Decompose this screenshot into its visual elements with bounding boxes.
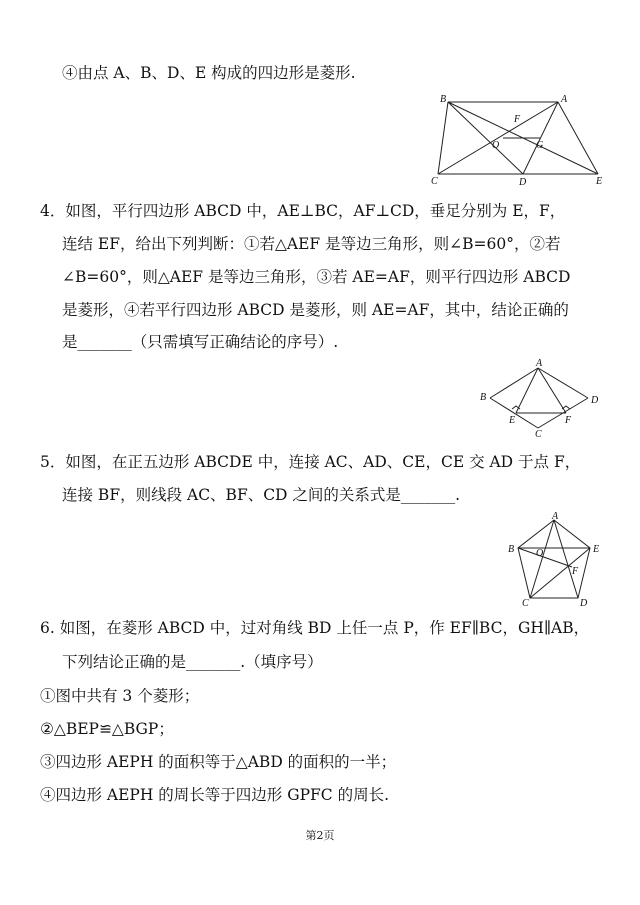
label-G: G — [536, 140, 544, 151]
figure-parallelogram-perpendiculars — [478, 358, 608, 438]
label-O: O — [536, 548, 544, 559]
q6-option-2: ②△BEP≌△BGP； — [40, 720, 174, 738]
label-F: F — [565, 415, 572, 426]
q6-line-1: 6. 如图，在菱形 ABCD 中，过对角线 BD 上任一点 P，作 EF∥BC，GH∥AB， — [40, 619, 590, 637]
label-E: E — [596, 176, 603, 187]
q4-line-2: 连结 EF，给出下列判断：①若△AEF 是等边三角形，则∠B=60°，②若 — [62, 235, 561, 253]
label-D: D — [580, 598, 588, 608]
q6-option-4: ④四边形 AEPH 的周长等于四边形 GPFC 的周长. — [40, 786, 390, 804]
q4-line-5: 是_______（只需填写正确结论的序号）. — [62, 333, 339, 351]
q4-line-1: 4．如图，平行四边形 ABCD 中，AE⊥BC，AF⊥CD，垂足分别为 E，F， — [40, 202, 566, 220]
label-E: E — [593, 544, 600, 555]
label-B: B — [480, 392, 487, 403]
label-C: C — [431, 176, 438, 187]
q4-line-3: ∠B=60°，则△AEF 是等边三角形，③若 AE=AF，则平行四边形 ABCD — [62, 268, 571, 286]
q5-line-1: 5．如图，在正五边形 ABCDE 中，连接 AC、AD、CE，CE 交 AD 于点 F， — [40, 453, 581, 471]
label-B: B — [508, 544, 515, 555]
label-D: D — [519, 177, 527, 188]
q6-line-2: 下列结论正确的是_______.（填序号） — [62, 653, 323, 671]
label-F: F — [514, 114, 521, 125]
figure-regular-pentagon — [506, 512, 606, 608]
page-number: 第2页 — [305, 829, 335, 842]
figure-parallelogram-rhombus — [428, 92, 608, 188]
label-B: B — [440, 94, 447, 105]
q4-line-4: 是菱形，④若平行四边形 ABCD 是菱形，则 AE=AF，其中，结论正确的 — [62, 301, 569, 319]
label-A: A — [552, 512, 559, 522]
label-A: A — [561, 94, 568, 105]
label-O: O — [492, 140, 500, 151]
label-C: C — [535, 429, 542, 438]
label-F: F — [572, 566, 579, 577]
label-A: A — [536, 358, 543, 369]
text-line-1: ④由点 A、B、D、E 构成的四边形是菱形. — [62, 64, 356, 82]
label-E: E — [509, 415, 516, 426]
q6-option-1: ①图中共有 3 个菱形； — [40, 687, 200, 705]
label-D: D — [591, 395, 599, 406]
q5-line-2: 连接 BF，则线段 AC、BF、CD 之间的关系式是_______. — [62, 486, 461, 504]
q6-option-3: ③四边形 AEPH 的面积等于△ABD 的面积的一半； — [40, 753, 397, 771]
label-C: C — [522, 598, 529, 608]
